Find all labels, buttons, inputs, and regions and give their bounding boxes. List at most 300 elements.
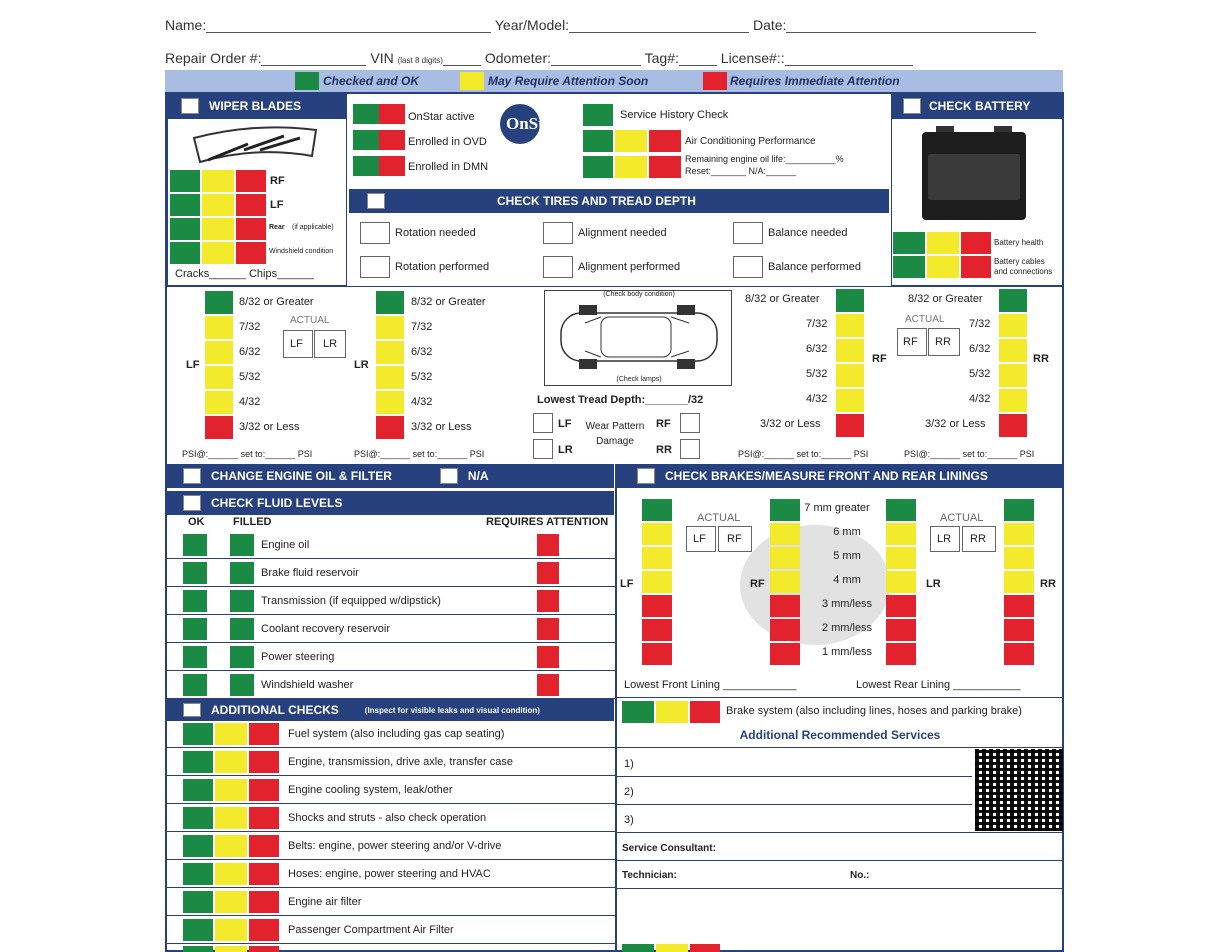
- wear-lf-box[interactable]: [533, 413, 553, 433]
- engine-oil-checkbox[interactable]: [183, 468, 201, 484]
- add-red-2[interactable]: [249, 779, 279, 801]
- tread-lr-level-0: 8/32 or Greater: [411, 296, 486, 308]
- consultant-label: Service Consultant:: [622, 843, 716, 854]
- tread-lr-3[interactable]: [376, 366, 404, 389]
- divider: [617, 776, 972, 777]
- wiper-lf-red[interactable]: [236, 194, 266, 216]
- fluid-ok-3[interactable]: [183, 618, 207, 640]
- na-checkbox[interactable]: [440, 468, 458, 484]
- wiper-windshield-red[interactable]: [236, 242, 266, 264]
- tread-lr-label: LR: [354, 359, 369, 371]
- divider: [167, 803, 615, 804]
- brake-system-red[interactable]: [690, 701, 720, 723]
- wiper-rf-green[interactable]: [170, 170, 200, 192]
- tread-rf-level-2: 6/32: [806, 343, 828, 355]
- tread-lr-4[interactable]: [376, 391, 404, 414]
- history-green[interactable]: [583, 104, 613, 126]
- fluid-req-3[interactable]: [537, 618, 559, 640]
- add-red-3[interactable]: [249, 807, 279, 829]
- add-yellow-0[interactable]: [215, 723, 247, 745]
- add-yellow-7[interactable]: [215, 919, 247, 941]
- wear-lr-box[interactable]: [533, 439, 553, 459]
- add-red-extra[interactable]: [249, 946, 279, 952]
- tread-rr-0[interactable]: [999, 289, 1027, 312]
- brake-rr-2[interactable]: [1004, 547, 1034, 569]
- date-field[interactable]: [786, 19, 1036, 33]
- divider: [617, 832, 1063, 833]
- add-red-0[interactable]: [249, 723, 279, 745]
- fluid-filled-1[interactable]: [230, 562, 254, 584]
- qr-code-image[interactable]: [975, 749, 1063, 831]
- dmn-red[interactable]: [379, 156, 405, 176]
- battery-header: [891, 94, 1063, 118]
- divider: [167, 943, 615, 944]
- battery-health-yellow[interactable]: [927, 232, 959, 254]
- oil-red[interactable]: [649, 156, 681, 178]
- brake-level-4: 3 mm/less: [821, 598, 873, 610]
- center-divider: [615, 464, 617, 952]
- actual-lf-text: LF: [290, 338, 303, 350]
- tire-opt-checkbox-0[interactable]: [360, 222, 390, 244]
- add-red-6[interactable]: [249, 891, 279, 913]
- brake-rr-label: RR: [1040, 578, 1056, 590]
- repair-row: [165, 50, 913, 66]
- fluid-ok-5[interactable]: [183, 674, 207, 696]
- divider: [617, 747, 1063, 748]
- tire-opt-label-2: Balance needed: [768, 227, 848, 239]
- add-label-7: Passenger Compartment Air Filter: [288, 924, 454, 936]
- add-red-5[interactable]: [249, 863, 279, 885]
- divider: [167, 747, 615, 748]
- dmn-green[interactable]: [353, 156, 379, 176]
- divider: [167, 915, 615, 916]
- wiper-rear-red[interactable]: [236, 218, 266, 240]
- brake-rr-1[interactable]: [1004, 523, 1034, 545]
- wear-lr-label: LR: [558, 444, 573, 456]
- tire-opt-checkbox-5[interactable]: [733, 256, 763, 278]
- fluid-req-0[interactable]: [537, 534, 559, 556]
- wiper-header: [167, 94, 347, 118]
- brake-lf-5[interactable]: [642, 619, 672, 641]
- wiper-rear-green[interactable]: [170, 218, 200, 240]
- ac-green[interactable]: [583, 130, 613, 152]
- vin-field[interactable]: [443, 52, 481, 66]
- brake-lr-3[interactable]: [886, 571, 916, 593]
- tread-rr-3[interactable]: [999, 364, 1027, 387]
- wear-rr-box[interactable]: [680, 439, 700, 459]
- brake-lf-4[interactable]: [642, 595, 672, 617]
- tread-lf-5[interactable]: [205, 416, 233, 439]
- add-yellow-3[interactable]: [215, 807, 247, 829]
- tread-rr-1[interactable]: [999, 314, 1027, 337]
- battery-checkbox[interactable]: [903, 98, 921, 114]
- bottom-green[interactable]: [622, 944, 654, 952]
- fluids-header: [167, 491, 614, 515]
- dmn-label: Enrolled in DMN: [408, 161, 489, 173]
- fluid-ok-2[interactable]: [183, 590, 207, 612]
- add-green-extra[interactable]: [183, 946, 213, 952]
- actual-lr-text: LR: [323, 338, 338, 350]
- add-red-7[interactable]: [249, 919, 279, 941]
- wiper-lf-yellow[interactable]: [202, 194, 234, 216]
- fluid-ok-0[interactable]: [183, 534, 207, 556]
- psi-lf: PSI@:______ set to:______ PSI: [182, 449, 313, 459]
- tread-lr-5[interactable]: [376, 416, 404, 439]
- tag-field[interactable]: [679, 52, 717, 66]
- add-label-1: Engine, transmission, drive axle, transfer case: [288, 756, 513, 768]
- tread-lr-0[interactable]: [376, 291, 404, 314]
- divider: [167, 775, 615, 776]
- brake-system-label: Brake system (also including lines, hoses and parking brake): [726, 705, 1022, 717]
- brake-rf-2[interactable]: [770, 547, 800, 569]
- repair-label: Repair Order #:: [165, 50, 262, 66]
- ovd-green[interactable]: [353, 130, 379, 150]
- name-label: Name:: [165, 17, 207, 33]
- brake-lr-4[interactable]: [886, 595, 916, 617]
- engine-oil-title: CHANGE ENGINE OIL & FILTER: [211, 469, 392, 483]
- brake-rr-0[interactable]: [1004, 499, 1034, 521]
- wear-rf-label: RF: [656, 418, 671, 430]
- fluids-checkbox[interactable]: [183, 495, 201, 511]
- add-green-7[interactable]: [183, 919, 213, 941]
- wiper-windshield-label: Windshield condition: [269, 248, 334, 255]
- ac-label: Air Conditioning Performance: [685, 136, 816, 147]
- body-condition-label: (Check body condition): [603, 291, 675, 298]
- add-red-1[interactable]: [249, 751, 279, 773]
- tread-rf-4[interactable]: [836, 389, 864, 412]
- tires-checkbox[interactable]: [367, 193, 385, 209]
- divider: [165, 286, 1064, 287]
- tread-rf-1[interactable]: [836, 314, 864, 337]
- onstar-logo: [500, 104, 576, 148]
- divider: [167, 698, 615, 699]
- battery-health-label: Battery health: [994, 238, 1044, 247]
- tread-lf-2[interactable]: [205, 341, 233, 364]
- battery-health-green[interactable]: [893, 232, 925, 254]
- onstar-logo-text: OnStar: [506, 114, 560, 133]
- add-yellow-6[interactable]: [215, 891, 247, 913]
- add-yellow-1[interactable]: [215, 751, 247, 773]
- actual-rf-text: RF: [903, 336, 918, 348]
- brake-rr-3[interactable]: [1004, 571, 1034, 593]
- tread-rr-2[interactable]: [999, 339, 1027, 362]
- fluid-filled-4[interactable]: [230, 646, 254, 668]
- brake-lf-6[interactable]: [642, 643, 672, 665]
- add-yellow-2[interactable]: [215, 779, 247, 801]
- fluid-label-5: Windshield washer: [261, 679, 354, 691]
- ovd-label: Enrolled in OVD: [408, 136, 487, 148]
- tread-lr-2[interactable]: [376, 341, 404, 364]
- tread-lf-level-0: 8/32 or Greater: [239, 296, 314, 308]
- divider: [167, 831, 615, 832]
- tread-lf-level-2: 6/32: [239, 346, 261, 358]
- brakes-checkbox[interactable]: [637, 468, 655, 484]
- tread-lf-0[interactable]: [205, 291, 233, 314]
- tread-lf-4[interactable]: [205, 391, 233, 414]
- wiper-lf-label: LF: [270, 199, 284, 211]
- wiper-rear-note: (if applicable): [292, 224, 334, 231]
- onstar-active-green[interactable]: [353, 104, 379, 124]
- tread-rr-5[interactable]: [999, 414, 1027, 437]
- fluid-label-1: Brake fluid reservoir: [261, 567, 359, 579]
- brake-lr-6[interactable]: [886, 643, 916, 665]
- windshield-icon: [188, 120, 323, 170]
- wiper-windshield-yellow[interactable]: [202, 242, 234, 264]
- brake-rf-0[interactable]: [770, 499, 800, 521]
- brake-rf-4[interactable]: [770, 595, 800, 617]
- brake-actual-rear: ACTUAL: [940, 512, 984, 524]
- tread-lf-label: LF: [186, 359, 200, 371]
- brake-lr-0[interactable]: [886, 499, 916, 521]
- add-green-0[interactable]: [183, 723, 213, 745]
- fluid-ok-1[interactable]: [183, 562, 207, 584]
- wiper-rear-yellow[interactable]: [202, 218, 234, 240]
- brake-lf-3[interactable]: [642, 571, 672, 593]
- add-green-3[interactable]: [183, 807, 213, 829]
- add-yellow-4[interactable]: [215, 835, 247, 857]
- tread-rf-level-3: 5/32: [806, 368, 828, 380]
- repair-field[interactable]: [261, 52, 366, 66]
- wear-rf-box[interactable]: [680, 413, 700, 433]
- tread-lr-level-3: 5/32: [411, 371, 433, 383]
- tread-lf-3[interactable]: [205, 366, 233, 389]
- oil-yellow[interactable]: [615, 156, 647, 178]
- tread-rr-4[interactable]: [999, 389, 1027, 412]
- tire-opt-checkbox-2[interactable]: [733, 222, 763, 244]
- wear-rr-label: RR: [656, 444, 672, 456]
- wiper-cracks: Cracks______ Chips______: [175, 268, 314, 280]
- battery-cables-label: Battery cables and connections: [994, 257, 1053, 276]
- battery-health-red[interactable]: [961, 232, 991, 254]
- brake-level-5: 2 mm/less: [821, 622, 873, 634]
- tread-rf-label: RF: [872, 353, 887, 365]
- divider: [617, 804, 972, 805]
- tread-rf-level-1: 7/32: [806, 318, 828, 330]
- brakes-title: CHECK BRAKES/MEASURE FRONT AND REAR LININGS: [665, 469, 988, 483]
- add-green-6[interactable]: [183, 891, 213, 913]
- add-green-5[interactable]: [183, 863, 213, 885]
- tread-rf-2[interactable]: [836, 339, 864, 362]
- ac-red[interactable]: [649, 130, 681, 152]
- brake-system-green[interactable]: [622, 701, 654, 723]
- battery-cables-red[interactable]: [961, 256, 991, 278]
- add-label-2: Engine cooling system, leak/other: [288, 784, 453, 796]
- brake-actual-lr: LR: [937, 533, 952, 545]
- fluids-filled-col: FILLED: [233, 516, 272, 528]
- wiper-windshield-green[interactable]: [170, 242, 200, 264]
- add-label-5: Hoses: engine, power steering and HVAC: [288, 868, 491, 880]
- brake-level-1: 6 mm: [833, 526, 861, 538]
- rec-3: 3): [624, 814, 634, 826]
- date-label: Date:: [752, 17, 787, 33]
- additional-title: ADDITIONAL CHECKS: [211, 703, 339, 717]
- brake-rr-5[interactable]: [1004, 619, 1034, 641]
- tread-rr-level-0: 8/32 or Greater: [908, 293, 983, 305]
- fluid-label-3: Coolant recovery reservoir: [261, 623, 390, 635]
- oil-green[interactable]: [583, 156, 613, 178]
- add-red-4[interactable]: [249, 835, 279, 857]
- brake-lf-label: LF: [620, 578, 634, 590]
- tread-lr-1[interactable]: [376, 316, 404, 339]
- add-yellow-extra[interactable]: [215, 946, 247, 952]
- fluid-ok-4[interactable]: [183, 646, 207, 668]
- yearmodel-label: Year/Model:: [494, 17, 570, 33]
- wiper-checkbox[interactable]: [181, 98, 199, 114]
- brake-lf-0[interactable]: [642, 499, 672, 521]
- tread-lf-level-3: 5/32: [239, 371, 261, 383]
- divider: [617, 860, 1063, 861]
- tire-opt-label-4: Alignment performed: [578, 261, 681, 273]
- tread-rf-3[interactable]: [836, 364, 864, 387]
- add-label-3: Shocks and struts - also check operation: [288, 812, 487, 824]
- wiper-lf-green[interactable]: [170, 194, 200, 216]
- add-green-4[interactable]: [183, 835, 213, 857]
- divider: [167, 642, 615, 643]
- fluid-req-5[interactable]: [537, 674, 559, 696]
- legend-red-swatch: [703, 72, 727, 90]
- brake-level-6: 1 mm/less: [821, 646, 873, 658]
- add-label-0: Fuel system (also including gas cap seating): [288, 728, 505, 740]
- fluid-filled-3[interactable]: [230, 618, 254, 640]
- brake-lf-1[interactable]: [642, 523, 672, 545]
- technician-label: Technician:: [622, 870, 677, 881]
- tread-lr-level-1: 7/32: [411, 321, 433, 333]
- brake-level-3: 4 mm: [833, 574, 861, 586]
- oil-life-label: Remaining engine oil life:__________%: [685, 154, 844, 164]
- fluids-req-col: REQUIRES ATTENTION: [486, 516, 609, 528]
- reset-label: Reset:_______ N/A:______: [685, 166, 797, 176]
- fluid-filled-5[interactable]: [230, 674, 254, 696]
- tread-rr-level-1: 7/32: [969, 318, 991, 330]
- brake-level-2: 5 mm: [833, 550, 861, 562]
- fluid-filled-2[interactable]: [230, 590, 254, 612]
- legend-ok: Checked and OK: [323, 74, 420, 88]
- tread-lr-level-5: 3/32 or Less: [411, 421, 472, 433]
- brake-rf-3[interactable]: [770, 571, 800, 593]
- na-label: N/A: [467, 469, 489, 483]
- additional-checkbox[interactable]: [183, 703, 201, 717]
- fluid-label-0: Engine oil: [261, 539, 310, 551]
- battery-cables-green[interactable]: [893, 256, 925, 278]
- tread-rf-level-0: 8/32 or Greater: [745, 293, 820, 305]
- brake-lr-5[interactable]: [886, 619, 916, 641]
- divider: [167, 586, 615, 587]
- tire-opt-checkbox-4[interactable]: [543, 256, 573, 278]
- brake-rf-6[interactable]: [770, 643, 800, 665]
- license-label: License#::: [720, 50, 785, 66]
- tread-lr-level-2: 6/32: [411, 346, 433, 358]
- tire-opt-checkbox-3[interactable]: [360, 256, 390, 278]
- brake-lr-1[interactable]: [886, 523, 916, 545]
- bottom-red[interactable]: [690, 944, 720, 952]
- car-diagram: [544, 290, 732, 386]
- fluid-req-1[interactable]: [537, 562, 559, 584]
- tread-rf-0[interactable]: [836, 289, 864, 312]
- add-green-2[interactable]: [183, 779, 213, 801]
- tread-rr-label: RR: [1033, 353, 1049, 365]
- additional-note: (Inspect for visible leaks and visual condition): [364, 705, 540, 715]
- tires-title: CHECK TIRES AND TREAD DEPTH: [497, 194, 696, 208]
- name-row: [165, 17, 1036, 33]
- license-field[interactable]: [785, 52, 913, 66]
- fluid-req-4[interactable]: [537, 646, 559, 668]
- tag-label: Tag#:: [644, 50, 679, 66]
- fluid-req-2[interactable]: [537, 590, 559, 612]
- brakes-header: [617, 464, 1063, 488]
- brake-lf-2[interactable]: [642, 547, 672, 569]
- divider: [167, 887, 615, 888]
- brake-actual-lf: LF: [693, 533, 706, 545]
- tire-opt-checkbox-1[interactable]: [543, 222, 573, 244]
- actual-lf-label: ACTUAL: [290, 315, 330, 326]
- tread-rr-level-4: 4/32: [969, 393, 991, 405]
- rec-1: 1): [624, 758, 634, 770]
- tread-lf-1[interactable]: [205, 316, 233, 339]
- divider: [167, 670, 615, 671]
- battery-cables-yellow[interactable]: [927, 256, 959, 278]
- brake-rf-1[interactable]: [770, 523, 800, 545]
- wear-pattern-label: Wear Pattern Damage: [585, 421, 645, 447]
- tires-header: [349, 189, 889, 213]
- wiper-rf-yellow[interactable]: [202, 170, 234, 192]
- tire-opt-label-3: Rotation performed: [395, 261, 490, 273]
- brake-rr-6[interactable]: [1004, 643, 1034, 665]
- tire-opt-label-5: Balance performed: [768, 261, 861, 273]
- brake-rf-label: RF: [750, 578, 765, 590]
- brake-rf-5[interactable]: [770, 619, 800, 641]
- onstar-active-red[interactable]: [379, 104, 405, 124]
- odometer-field[interactable]: [551, 52, 641, 66]
- brake-level-0: 7 mm greater: [804, 502, 870, 514]
- bottom-yellow[interactable]: [656, 944, 688, 952]
- brake-actual-rr: RR: [970, 533, 986, 545]
- legend-soon: May Require Attention Soon: [488, 74, 649, 88]
- fluid-filled-0[interactable]: [230, 534, 254, 556]
- add-yellow-5[interactable]: [215, 863, 247, 885]
- tech-no-label: No.:: [850, 870, 870, 881]
- legend-now: Requires Immediate Attention: [730, 74, 900, 88]
- brake-system-yellow[interactable]: [656, 701, 688, 723]
- brake-actual-front: ACTUAL: [697, 512, 741, 524]
- name-field[interactable]: [206, 19, 491, 33]
- ovd-red[interactable]: [379, 130, 405, 150]
- vin-note: (last 8 digits): [397, 56, 443, 65]
- tread-lr-level-4: 4/32: [411, 396, 433, 408]
- brake-lr-2[interactable]: [886, 547, 916, 569]
- tread-lf-level-5: 3/32 or Less: [239, 421, 300, 433]
- actual-rf-label: ACTUAL: [905, 314, 945, 325]
- vin-label: VIN: [370, 50, 394, 66]
- add-label-6: Engine air filter: [288, 896, 362, 908]
- ac-yellow[interactable]: [615, 130, 647, 152]
- wiper-rf-red[interactable]: [236, 170, 266, 192]
- wear-lf-label: LF: [558, 418, 572, 430]
- additional-header: [167, 699, 614, 721]
- fluids-title: CHECK FLUID LEVELS: [211, 496, 343, 510]
- yearmodel-field[interactable]: [569, 19, 749, 33]
- tread-rr-level-2: 6/32: [969, 343, 991, 355]
- brake-rr-4[interactable]: [1004, 595, 1034, 617]
- onstar-active-label: OnStar active: [408, 111, 475, 123]
- tread-rr-level-5: 3/32 or Less: [925, 418, 986, 430]
- tread-rf-5[interactable]: [836, 414, 864, 437]
- fluids-ok-col: OK: [188, 516, 205, 528]
- add-green-1[interactable]: [183, 751, 213, 773]
- brake-lr-label: LR: [926, 578, 941, 590]
- fluid-label-2: Transmission (if equipped w/dipstick): [261, 595, 441, 607]
- add-label-4: Belts: engine, power steering and/or V-drive: [288, 840, 502, 852]
- recommended-title: Additional Recommended Services: [739, 728, 941, 742]
